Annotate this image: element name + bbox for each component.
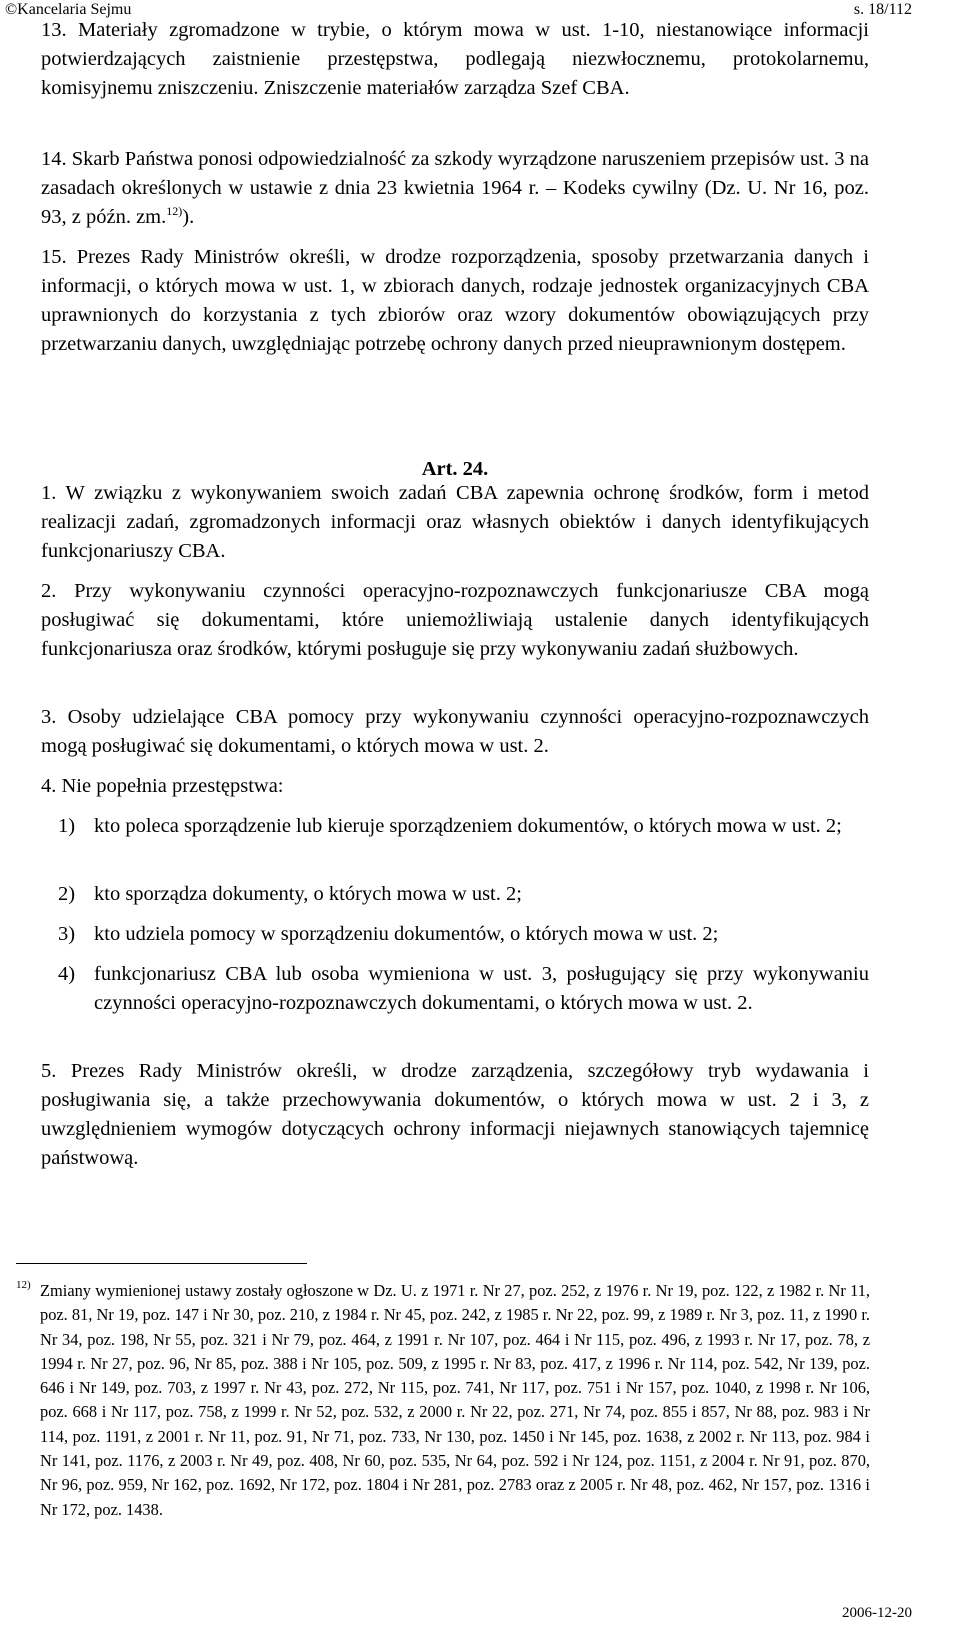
article-title: Art. 24.	[421, 458, 489, 480]
list-item-text: kto poleca sporządzenie lub kieruje sporządzeniem dokumentów, o których mowa w ust. 2;	[94, 815, 842, 837]
footnote-text: Zmiany wymienionej ustawy zostały ogłoszone w Dz. U. z 1971 r. Nr 27, poz. 252, z 1976 r. Nr 19, poz. 122, z 1982 r. Nr 11, poz. 81, Nr 19, poz. 147 i Nr 30, poz. 210, z 1984 r. Nr 45, poz. 242, z 1985 r. Nr 22, poz. 99, z 1989 r. Nr 3, poz. 11, z 1990 r. Nr 34, poz. 198, Nr 55, poz. 321 i Nr 79, poz. 464, z 1991 r. Nr 107, poz. 464 i Nr 115, poz. 496, z 1993 r. Nr 17, poz. 78, z 1994 r. Nr 27, poz. 96, Nr 85, poz. 388 i Nr 105, poz. 509, z 1995 r. Nr 83, poz. 417, z 1996 r. Nr 114, poz. 542, Nr 139, poz. 646 i Nr 149, poz. 703, z 1997 r. Nr 43, poz. 272, Nr 115, poz. 741, Nr 117, poz. 751 i Nr 157, poz. 1040, z 1998 r. Nr 106, poz. 668 i Nr 117, poz. 758, z 1999 r. Nr 52, poz. 532, z 2000 r. Nr 22, poz. 271, Nr 74, poz. 855 i 857, Nr 88, poz. 983 i Nr 114, poz. 1191, z 2001 r. Nr 11, poz. 91, Nr 71, poz. 733, Nr 130, poz. 1450 i Nr 145, poz. 1638, z 2002 r. Nr 113, poz. 984 i Nr 141, poz. 1176, z 2003 r. Nr 49, poz. 408, Nr 60, poz. 535, Nr 64, poz. 592 i Nr 124, poz. 1151, z 2004 r. Nr 91, poz. 870, Nr 96, poz. 959, Nr 162, poz. 1692, Nr 172, poz. 1804 i Nr 281, poz. 2783 oraz z 2005 r. Nr 48, poz. 462, Nr 157, poz. 1316 i Nr 172, poz. 1438.	[40, 1281, 870, 1519]
list-item-number: 2)	[58, 883, 76, 905]
paragraph-14-text: 14. Skarb Państwa ponosi odpowiedzialność za szkody wyrządzone naruszeniem przepisów ust. 3 na zasadach określonych w ustawie z dnia 23 kwietnia 1964 r. – Kodeks cywilny (Dz. U. Nr 16, poz. 93, z późn. zm.	[41, 148, 869, 228]
paragraph-14	[41, 145, 869, 232]
footnote-separator	[16, 1263, 307, 1264]
list-item-number: 4)	[58, 963, 76, 985]
list-item-text: kto sporządza dokumenty, o których mowa w ust. 2;	[94, 883, 522, 905]
list-item-text: funkcjonariusz CBA lub osoba wymieniona w ust. 3, posługujący się przy wykonywaniu czynności operacyjno-rozpoznawczych dokumentami, o których mowa w ust. 2.	[94, 963, 869, 1014]
article-section-1: 1. W związku z wykonywaniem swoich zadań CBA zapewnia ochronę środków, form i metod realizacji zadań, zgromadzonych informacji oraz własnych obiektów i danych identyfikujących funkcjonariuszy CBA.	[41, 482, 869, 562]
article-section-2: 2. Przy wykonywaniu czynności operacyjno-rozpoznawczych funkcjonariusze CBA mogą posługiwać się dokumentami, które uniemożliwiają ustalenie danych identyfikujących funkcjonariusza oraz środków, którymi posługuje się przy wykonywaniu zadań służbowych.	[41, 580, 869, 660]
document-date: 2006-12-20	[842, 1605, 912, 1621]
paragraph-15: 15. Prezes Rady Ministrów określi, w drodze rozporządzenia, sposoby przetwarzania danych i informacji, o których mowa w ust. 1, w zbiorach danych, rodzaje jednostek organizacyjnych CBA uprawnionych do korzystania z tych zbiorów oraz wzory dokumentów obowiązujących przy przetwarzaniu danych, uwzględniając potrzebę ochrony danych przed nieuprawnionym dostępem.	[41, 246, 869, 355]
paragraph-14-end: ).	[182, 206, 195, 228]
list-item	[58, 960, 869, 1018]
paragraph-13: 13. Materiały zgromadzone w trybie, o którym mowa w ust. 1-10, niestanowiące informacji potwierdzających zaistnienie przestępstwa, podlegają niezwłocznemu, protokolarnemu, komisyjnemu zniszczeniu. Zniszczenie materiałów zarządza Szef CBA.	[41, 19, 869, 99]
footnote	[16, 1279, 870, 1522]
article-section-3: 3. Osoby udzielające CBA pomocy przy wykonywaniu czynności operacyjno-rozpoznawczych mogą posługiwać się dokumentami, o których mowa w ust. 2.	[41, 706, 869, 757]
header-copyright: ©Kancelaria Sejmu	[5, 1, 132, 18]
list-item	[58, 812, 869, 841]
page-number: s. 18/112	[853, 1, 912, 18]
list-item	[58, 920, 869, 949]
list-item	[58, 880, 869, 909]
list-item-number: 3)	[58, 923, 76, 945]
article-section-4: 4. Nie popełnia przestępstwa:	[41, 775, 284, 797]
article-section-5: 5. Prezes Rady Ministrów określi, w drodze zarządzenia, szczegółowy tryb wydawania i posługiwania się, a także przechowywania dokumentów, o których mowa w ust. 2 i 3, z uwzględnieniem wymogów dotyczących ochrony informacji niejawnych stanowiących tajemnicę państwową.	[41, 1060, 869, 1169]
list-item-text: kto udziela pomocy w sporządzeniu dokumentów, o których mowa w ust. 2;	[94, 923, 719, 945]
footnote-mark: 12)	[16, 1279, 31, 1291]
list-item-number: 1)	[58, 815, 76, 837]
footnote-reference[interactable]: 12)	[166, 204, 183, 218]
